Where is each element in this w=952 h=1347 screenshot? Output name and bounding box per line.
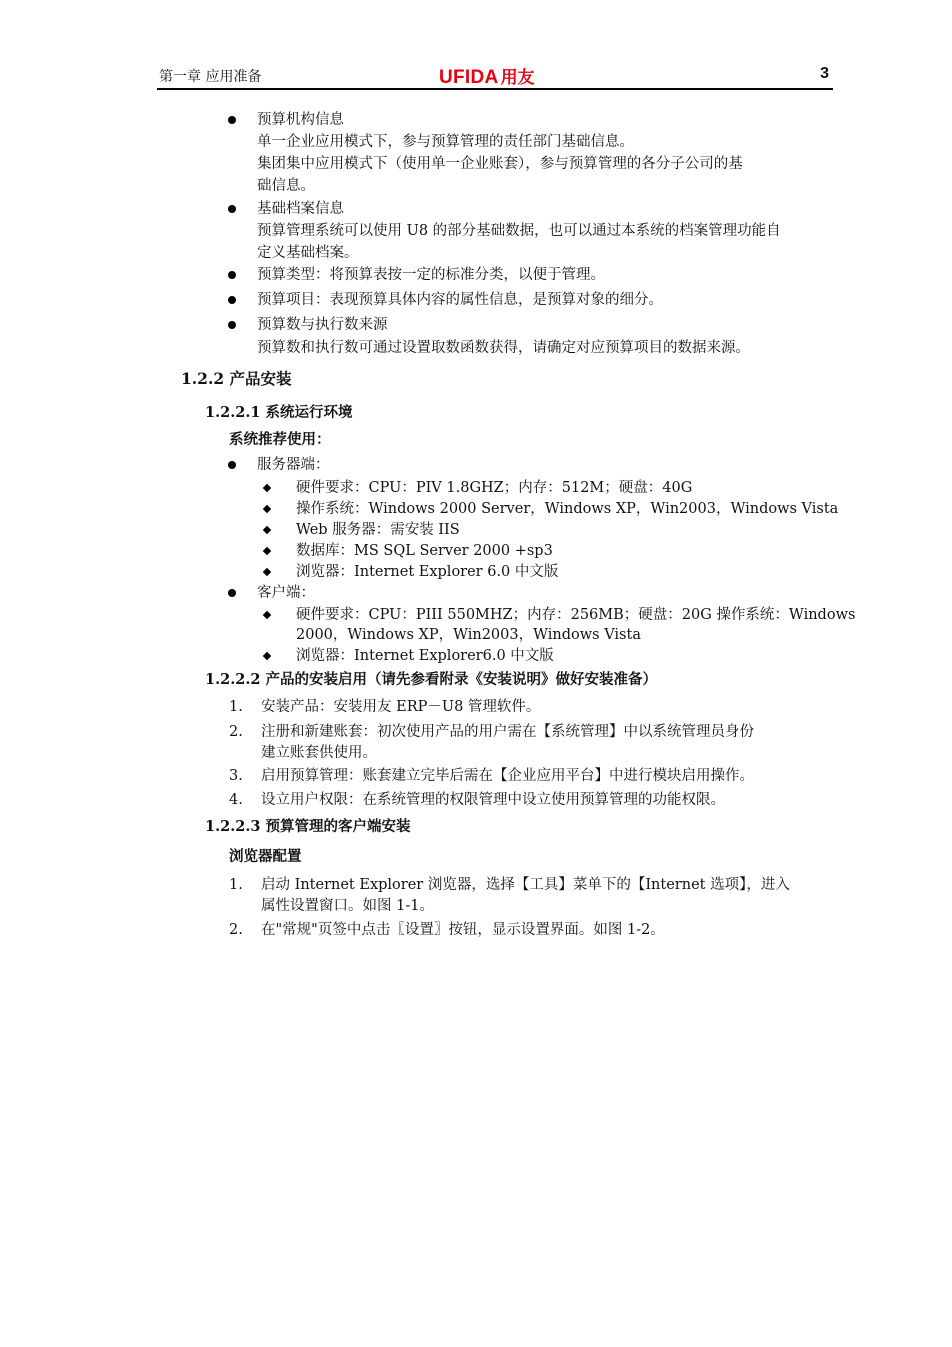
- logo-brand: UFIDA: [439, 67, 499, 88]
- bullet-line: 单一企业应用模式下，参与预算管理的责任部门基础信息。: [257, 134, 634, 150]
- bullet-line: 预算管理系统可以使用 U8 的部分基础数据，也可以通过本系统的档案管理功能自: [257, 223, 781, 239]
- step-text: 建立账套供使用。: [261, 745, 377, 761]
- diamond-bullet-icon: [263, 611, 271, 619]
- step-text: 启用预算管理：账套建立完毕后需在【企业应用平台】中进行模块启用操作。: [261, 768, 754, 784]
- bullet-line: 集团集中应用模式下（使用单一企业账套），参与预算管理的各分子公司的基: [257, 156, 743, 172]
- diamond-bullet-icon: [263, 652, 271, 660]
- step-number: 1.: [229, 877, 243, 893]
- step-number: 3.: [229, 768, 243, 784]
- step-number: 4.: [229, 792, 243, 808]
- step-text: 设立用户权限：在系统管理的权限管理中设立使用预算管理的功能权限。: [261, 792, 725, 808]
- diamond-bullet-icon: [263, 547, 271, 555]
- ufida-logo: [439, 63, 535, 89]
- bullet-dot-icon: [228, 321, 236, 329]
- bullet-dot-icon: [228, 271, 236, 279]
- bullet-dot-icon: [228, 461, 236, 469]
- diamond-bullet-icon: [263, 568, 271, 576]
- server-item: Web 服务器：需安装 IIS: [296, 522, 460, 538]
- client-item: 硬件要求：CPU：PIII 550MHZ；内存：256MB；硬盘：20G 操作系统：Windows: [296, 607, 856, 623]
- client-title: 客户端：: [257, 585, 315, 601]
- step-text: 属性设置窗口。如图 1-1。: [261, 898, 434, 914]
- bullet-line: 预算数和执行数可通过设置取数函数获得，请确定对应预算项目的数据来源。: [257, 340, 750, 356]
- server-item: 数据库：MS SQL Server 2000 +sp3: [296, 543, 553, 559]
- bullet-dot-icon: [228, 589, 236, 597]
- chapter-title: 第一章 应用准备: [159, 69, 262, 85]
- section-heading-1-2-2-3: 1.2.2.3 预算管理的客户端安装: [205, 818, 411, 835]
- bullet-title: 预算类型：将预算表按一定的标准分类，以便于管理。: [257, 267, 605, 283]
- bullet-line: 础信息。: [257, 178, 315, 194]
- server-title: 服务器端：: [257, 457, 330, 473]
- section-heading-1-2-2-2: 1.2.2.2 产品的安装启用（请先参看附录《安装说明》做好安装准备）: [205, 671, 658, 688]
- browser-config-title: 浏览器配置: [229, 848, 302, 865]
- bullet-dot-icon: [228, 296, 236, 304]
- page-number: 3: [820, 65, 829, 82]
- step-number: 2.: [229, 724, 243, 740]
- diamond-bullet-icon: [263, 526, 271, 534]
- step-text: 启动 Internet Explorer 浏览器，选择【工具】菜单下的【Internet 选项】，进入: [261, 877, 790, 893]
- bullet-title: 预算数与执行数来源: [257, 317, 388, 333]
- diamond-bullet-icon: [263, 505, 271, 513]
- section-heading-1-2-2-1: 1.2.2.1 系统运行环境: [205, 404, 353, 421]
- diamond-bullet-icon: [263, 484, 271, 492]
- bullet-title: 预算项目：表现预算具体内容的属性信息，是预算对象的细分。: [257, 292, 663, 308]
- section-heading-1-2-2: 1.2.2 产品安装: [181, 369, 292, 388]
- bullet-dot-icon: [228, 116, 236, 124]
- bullet-line: 定义基础档案。: [257, 245, 359, 261]
- step-number: 2.: [229, 922, 243, 938]
- server-item: 硬件要求：CPU：PIV 1.8GHZ；内存：512M；硬盘：40G: [296, 480, 693, 496]
- client-item: 浏览器：Internet Explorer6.0 中文版: [296, 648, 554, 664]
- step-text: 安装产品：安装用友 ERP－U8 管理软件。: [261, 699, 541, 715]
- step-text: 注册和新建账套：初次使用产品的用户需在【系统管理】中以系统管理员身份: [261, 724, 754, 740]
- page-header: [157, 64, 833, 90]
- bullet-dot-icon: [228, 205, 236, 213]
- logo-cn: 用友: [500, 68, 535, 87]
- bullet-title: 预算机构信息: [257, 112, 344, 128]
- bullet-title: 基础档案信息: [257, 201, 344, 217]
- server-item: 浏览器：Internet Explorer 6.0 中文版: [296, 564, 559, 580]
- step-number: 1.: [229, 699, 243, 715]
- client-item: 2000，Windows XP，Win2003，Windows Vista: [296, 627, 641, 643]
- recommend-title: 系统推荐使用：: [229, 431, 331, 448]
- server-item: 操作系统：Windows 2000 Server，Windows XP，Win2003，Windows Vista: [296, 501, 839, 517]
- step-text: 在"常规"页签中点击〖设置〗按钮，显示设置界面。如图 1-2。: [261, 922, 665, 938]
